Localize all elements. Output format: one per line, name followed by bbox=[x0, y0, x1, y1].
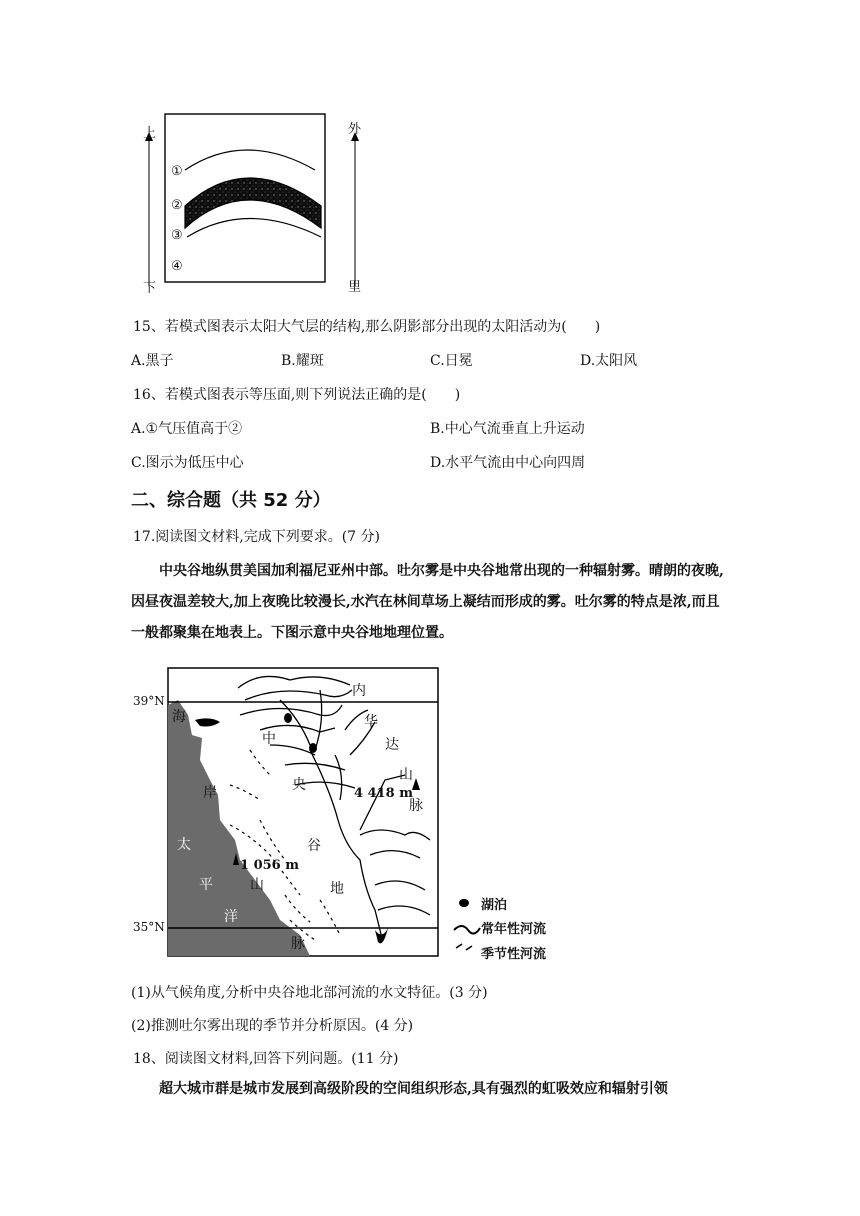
map-label-nei: 内 bbox=[352, 683, 366, 699]
q16-option-b: B.中心气流垂直上升运动 bbox=[430, 421, 585, 437]
map-label-hua: 华 bbox=[364, 714, 378, 730]
label-inner: 里 bbox=[348, 280, 362, 295]
map-label-mai1: 脉 bbox=[291, 936, 305, 952]
q15-option-a: A.黑子 bbox=[131, 353, 174, 369]
legend-seasonal-river: 季节性河流 bbox=[481, 947, 547, 962]
map-label-shan2: 山 bbox=[399, 767, 413, 783]
q16-option-d: D.水平气流由中心向四周 bbox=[430, 455, 586, 471]
question-17-sub-2: (2)推测吐尔雾出现的季节并分析原因。(4 分) bbox=[131, 1018, 414, 1034]
peak-elevation-1: 4 418 m bbox=[354, 786, 413, 801]
question-16-stem: 16、若模式图表示等压面,则下列说法正确的是( ) bbox=[133, 387, 461, 403]
lat-label-35: 35°N bbox=[133, 920, 165, 934]
map-label-mai2: 脉 bbox=[409, 798, 423, 814]
map-label-shan1: 山 bbox=[250, 877, 264, 893]
label-outer: 外 bbox=[348, 122, 362, 137]
map-label-tai: 太 bbox=[177, 837, 191, 853]
q16-option-a: A.①气压值高于② bbox=[131, 421, 243, 437]
map-label-an: 岸 bbox=[203, 785, 217, 801]
map-label-di: 地 bbox=[330, 881, 344, 897]
question-15-stem: 15、若模式图表示太阳大气层的结构,那么阴影部分出现的太阳活动为( ) bbox=[133, 319, 601, 335]
question-17-stem: 17.阅读图文材料,完成下列要求。(7 分) bbox=[133, 529, 380, 545]
label-up: 上 bbox=[143, 126, 157, 141]
question-18-paragraph: 超大城市群是城市发展到高级阶段的空间组织形态,具有强烈的虹吸效应和辐射引领 bbox=[159, 1081, 668, 1097]
layer-label-4: ④ bbox=[171, 259, 183, 274]
map-label-zhong: 中 bbox=[262, 731, 276, 747]
map-label-hai: 海 bbox=[172, 709, 186, 725]
layer-label-3: ③ bbox=[171, 228, 183, 243]
legend-perennial-river: 常年性河流 bbox=[481, 922, 547, 937]
label-down: 下 bbox=[143, 281, 157, 296]
map-label-ping: 平 bbox=[199, 877, 213, 893]
question-17-paragraph: 中央谷地纵贯美国加利福尼亚州中部。吐尔雾是中央谷地常出现的一种辐射雾。晴朗的夜晚,因昼夜温差较大,加上夜晚比较漫长,水汽在林间草场上凝结而形成的雾。吐尔雾的特点是浓,而且一般都聚集在地表上。下图示意中央谷地地理位置。 bbox=[131, 563, 724, 641]
question-17-sub-1: (1)从气候角度,分析中央谷地北部河流的水文特征。(3 分) bbox=[131, 985, 488, 1001]
peak-elevation-2: 1 056 m bbox=[240, 858, 299, 873]
q15-option-d: D.太阳风 bbox=[580, 353, 638, 369]
map-label-gu: 谷 bbox=[307, 838, 321, 854]
section-heading: 二、综合题（共 52 分） bbox=[131, 490, 331, 511]
q16-option-c: C.图示为低压中心 bbox=[131, 455, 244, 471]
layer-label-1: ① bbox=[171, 164, 183, 179]
question-18-stem: 18、阅读图文材料,回答下列问题。(11 分) bbox=[133, 1051, 399, 1067]
q15-option-b: B.耀斑 bbox=[281, 353, 324, 369]
lat-label-39: 39°N bbox=[133, 694, 165, 708]
map-label-yang2: 洋 bbox=[224, 909, 238, 925]
legend-lake: 湖泊 bbox=[481, 898, 508, 913]
layer-label-2: ② bbox=[171, 198, 183, 213]
map-label-da: 达 bbox=[385, 737, 399, 753]
map-label-yang: 央 bbox=[292, 777, 306, 793]
q15-option-c: C.日冕 bbox=[430, 353, 473, 369]
